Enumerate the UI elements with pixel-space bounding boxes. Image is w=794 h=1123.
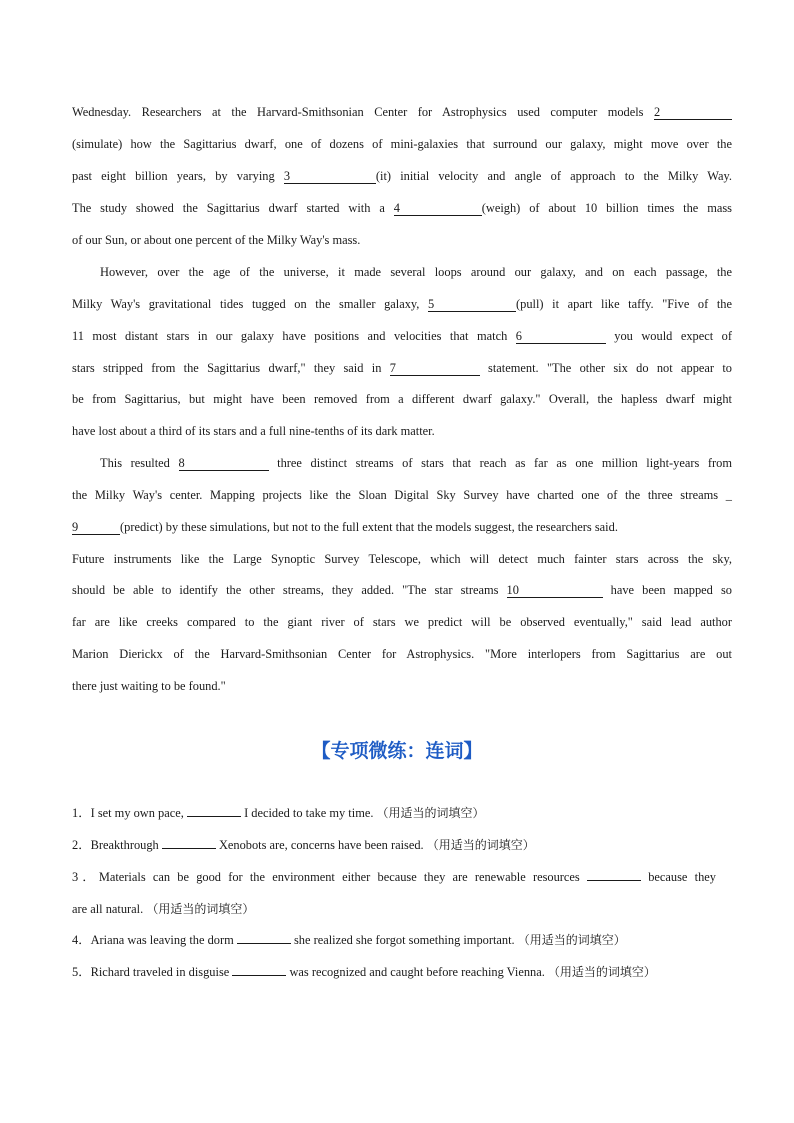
answer-blank-3: 3 [284, 170, 376, 184]
passage-line: 11 most distant stars in our galaxy have positions and velocities that match 6 you would expect of [72, 329, 732, 343]
passage-line: be from Sagittarius, but might have been removed from a different dwarf galaxy." Overall, the hapless dwarf might [72, 392, 732, 406]
passage-line: Wednesday. Researchers at the Harvard-Smithsonian Center for Astrophysics used computer models 2 [72, 104, 732, 120]
question-1: 1．I set my own pace, I decided to take my time. （用适当的词填空） [72, 806, 485, 820]
passage-line: of our Sun, or about one percent of the Milky Way's mass. [72, 233, 361, 247]
answer-blank-8: 8 [179, 457, 269, 471]
passage-line: past eight billion years, by varying 3 (it) initial velocity and angle of approach to the Milky Way. [72, 169, 732, 183]
answer-blank-6: 6 [516, 330, 606, 344]
passage-line: Future instruments like the Large Synoptic Survey Telescope, which will detect much fainter stars across the sky, [72, 552, 732, 566]
answer-blank[interactable] [187, 805, 241, 817]
answer-blank-5: 5 [428, 298, 516, 312]
answer-blank-10: 10 [507, 584, 603, 598]
passage-line: there just waiting to be found." [72, 679, 226, 693]
answer-blank[interactable] [232, 964, 286, 976]
passage-line: should be able to identify the other streams, they added. "The star streams 10 have been mapped so [72, 583, 732, 597]
question-2: 2．Breakthrough Xenobots are, concerns have been raised. （用适当的词填空） [72, 838, 535, 852]
passage-line: the Milky Way's center. Mapping projects like the Sloan Digital Sky Survey have charted one of the three streams _ [72, 488, 732, 502]
passage-line: (simulate) how the Sagittarius dwarf, one of dozens of mini-galaxies that surround our galaxy, might move over the [72, 137, 732, 151]
answer-blank[interactable] [587, 869, 641, 881]
passage-line: Milky Way's gravitational tides tugged on the smaller galaxy, 5 (pull) it apart like taffy. "Five of the [72, 297, 732, 311]
answer-blank-2: 2 [654, 106, 732, 120]
passage-line: far are like creeks compared to the giant river of stars we predict will be observed eventually," said lead author [72, 615, 732, 629]
question-4: 4．Ariana was leaving the dorm she realized she forgot something important. （用适当的词填空） [72, 933, 626, 947]
answer-blank-9: 9 [72, 521, 120, 535]
passage-line: However, over the age of the universe, it made several loops around our galaxy, and on each passage, the [100, 265, 732, 279]
passage-line: have lost about a third of its stars and a full nine-tenths of its dark matter. [72, 424, 435, 438]
answer-blank-7: 7 [390, 362, 480, 376]
passage-line: 9 (predict) by these simulations, but not to the full extent that the models suggest, the researchers said. [72, 520, 618, 534]
answer-blank-4: 4 [394, 202, 482, 216]
answer-blank[interactable] [162, 837, 216, 849]
answer-blank[interactable] [237, 932, 291, 944]
passage-line: The study showed the Sagittarius dwarf started with a 4 (weigh) of about 10 billion times the mass [72, 201, 732, 215]
question-3: 3．Materials can be good for the environment either because they are renewable resources because they [72, 870, 716, 884]
section-title: 【专项微练：连词】 [311, 740, 483, 762]
passage-line: This resulted 8 three distinct streams of stars that reach as far as one million light-years from [100, 456, 732, 470]
passage-line: stars stripped from the Sagittarius dwarf," they said in 7 statement. "The other six do not appear to [72, 361, 732, 375]
question-3-continued: are all natural. （用适当的词填空） [72, 902, 255, 916]
passage-line: Marion Dierickx of the Harvard-Smithsonian Center for Astrophysics. "More interlopers from Sagittarius are out [72, 647, 732, 661]
question-5: 5．Richard traveled in disguise was recognized and caught before reaching Vienna. （用适当的词填空） [72, 965, 656, 979]
